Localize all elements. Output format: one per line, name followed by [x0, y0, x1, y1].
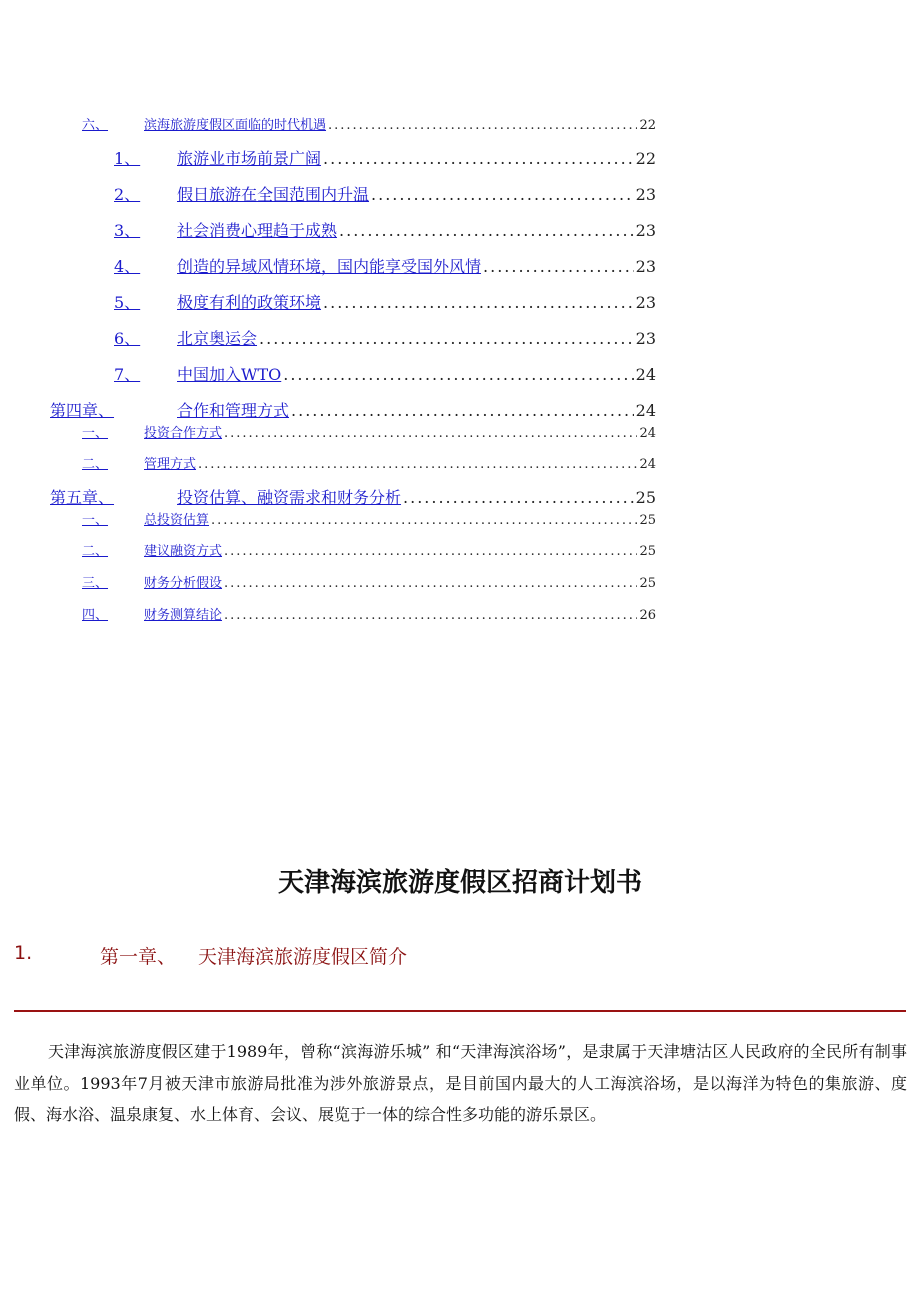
chapter-heading: [14, 942, 407, 969]
toc-leader: [323, 149, 634, 168]
toc-page-number: 22: [639, 118, 656, 133]
toc-page-number: 26: [639, 608, 656, 623]
chapter-title: 天津海滨旅游度假区简介: [198, 946, 408, 968]
toc-title[interactable]: 投资合作方式: [144, 426, 223, 441]
toc-number[interactable]: 4、: [114, 257, 141, 276]
toc-page-number: 22: [635, 149, 656, 168]
toc-title[interactable]: 财务分析假设: [144, 576, 223, 591]
toc-number[interactable]: 3、: [114, 221, 141, 240]
toc-page-number: 23: [635, 185, 656, 204]
toc-title[interactable]: 滨海旅游度假区面临的时代机遇: [144, 118, 327, 133]
toc-page-number: 24: [639, 426, 656, 441]
toc-title[interactable]: 建议融资方式: [144, 544, 223, 559]
toc-leader: [211, 513, 637, 528]
toc-leader: [323, 293, 634, 312]
toc-title[interactable]: 北京奥运会: [177, 329, 258, 348]
toc-number[interactable]: 三、: [82, 576, 109, 591]
toc-page-number: 23: [635, 221, 656, 240]
toc-title[interactable]: 财务测算结论: [144, 608, 223, 623]
chapter-label: 第一章、: [100, 946, 177, 968]
toc-title[interactable]: 管理方式: [144, 457, 197, 472]
toc-page-number: 25: [639, 576, 656, 591]
toc-leader: [259, 329, 634, 348]
toc-leader: [403, 488, 634, 507]
intro-paragraph: 天津海滨旅游度假区建于1989年，曾称“滨海游乐城” 和“天津海滨浴场”，是隶属于天津塘沽区人民政府的全民所有制事业单位。1993年7月被天津市旅游局批准为涉外旅游景点，是目前国内最大的人工海滨浴场，是以海洋为特色的集旅游、度假、海水浴、温泉康复、水上体育、会议、展览于一体的综合性多功能的游乐景区。: [14, 1042, 907, 1124]
toc-leader: [483, 257, 634, 276]
toc-page-number: 25: [639, 513, 656, 528]
toc-number[interactable]: 四、: [82, 608, 109, 623]
toc-number[interactable]: 第五章、: [50, 488, 115, 507]
toc-title[interactable]: 投资估算、融资需求和财务分析: [177, 488, 402, 507]
toc-title[interactable]: 假日旅游在全国范围内升温: [177, 185, 370, 204]
chapter-divider: [14, 1010, 906, 1012]
toc-page-number: 25: [639, 544, 656, 559]
toc-number[interactable]: 一、: [82, 513, 109, 528]
toc-number[interactable]: 二、: [82, 544, 109, 559]
toc-page-number: 23: [635, 329, 656, 348]
toc-title[interactable]: 极度有利的政策环境: [177, 293, 322, 312]
toc-page-number: 24: [639, 457, 656, 472]
toc-number[interactable]: 二、: [82, 457, 109, 472]
toc-page-number: 25: [635, 488, 656, 507]
toc-number[interactable]: 第四章、: [50, 401, 115, 420]
toc-title[interactable]: 社会消费心理趋于成熟: [177, 221, 338, 240]
toc-leader: [224, 608, 637, 623]
toc-leader: [283, 365, 633, 384]
document-title: 天津海滨旅游度假区招商计划书: [277, 868, 642, 898]
toc-leader: [371, 185, 634, 204]
toc-page-number: 23: [635, 257, 656, 276]
toc-leader: [198, 457, 637, 472]
toc-page-number: 23: [635, 293, 656, 312]
toc-leader: [224, 576, 637, 591]
toc-number[interactable]: 5、: [114, 293, 141, 312]
toc-number[interactable]: 六、: [82, 118, 109, 133]
chapter-number: 1.: [14, 942, 33, 964]
toc-leader: [224, 544, 637, 559]
toc-leader: [339, 221, 634, 240]
toc-title[interactable]: 旅游业市场前景广阔: [177, 149, 322, 168]
toc-leader: [224, 426, 637, 441]
toc-number[interactable]: 一、: [82, 426, 109, 441]
toc-title[interactable]: 创造的异域风情环境，国内能享受国外风情: [177, 257, 482, 276]
toc-number[interactable]: 6、: [114, 329, 141, 348]
toc-number[interactable]: 7、: [114, 365, 141, 384]
toc-title[interactable]: 总投资估算: [144, 513, 210, 528]
toc-leader: [328, 118, 637, 133]
toc-leader: [291, 401, 634, 420]
toc-page-number: 24: [635, 401, 656, 420]
toc-title[interactable]: 合作和管理方式: [177, 401, 290, 420]
toc-title[interactable]: 中国加入WTO: [177, 365, 282, 384]
toc-number[interactable]: 2、: [114, 185, 141, 204]
toc-number[interactable]: 1、: [114, 149, 141, 168]
toc-page-number: 24: [635, 365, 656, 384]
